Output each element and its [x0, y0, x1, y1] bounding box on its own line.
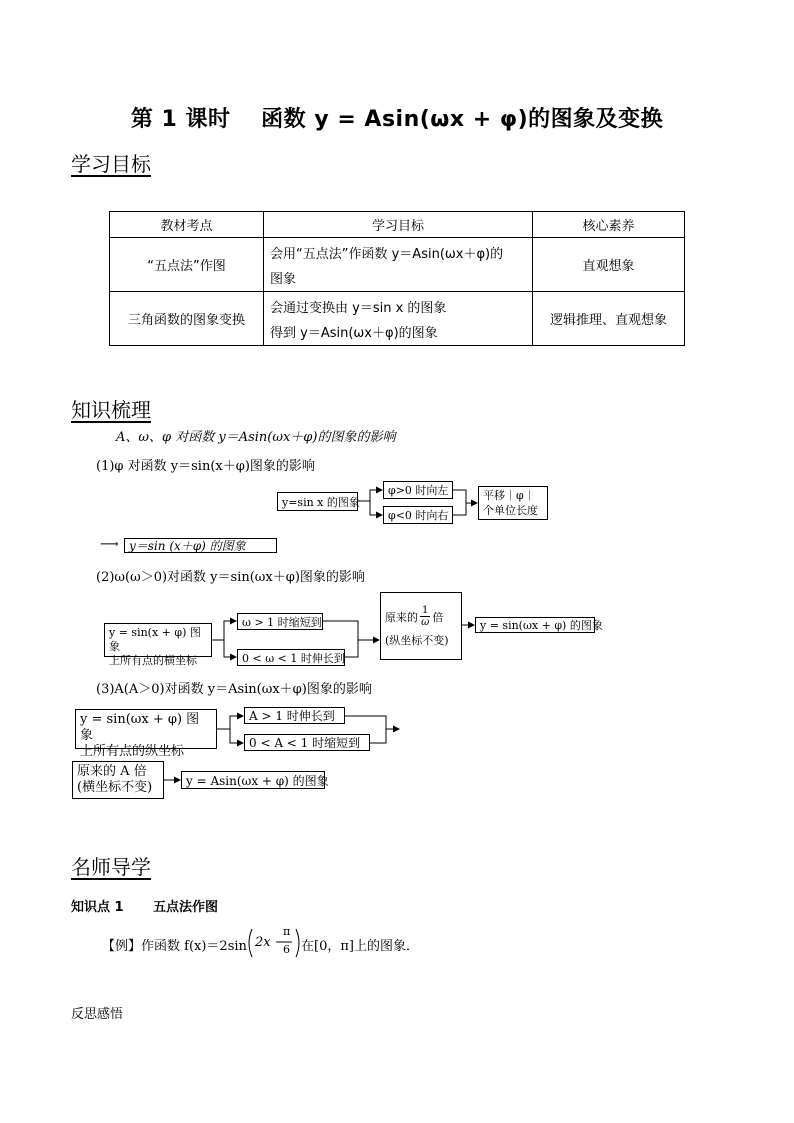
arrow-icon: ⟶ — [100, 537, 119, 552]
flow-arrow — [453, 490, 477, 503]
part1-result-box: y＝sin (x＋φ) 的图象 — [124, 538, 277, 553]
flow-arrow — [370, 501, 382, 515]
part1-shift-box: 平移｜φ｜个单位长度 — [478, 486, 548, 520]
knowledge-point-title: 五点法作图 — [153, 900, 219, 915]
part2-lt-box: 0 < ω < 1 时伸长到 — [237, 649, 345, 666]
goal-line: 图象 — [270, 271, 297, 287]
part3-heading: (3)A(A＞0)对函数 y＝Asin(ωx＋φ)图象的影响 — [96, 682, 372, 697]
fraction-denominator: ω — [421, 617, 430, 628]
fraction-numerator: 1 — [422, 605, 429, 616]
table-header-cell: 学习目标 — [264, 212, 533, 238]
table-cell-topic: 三角函数的图象变换 — [110, 292, 264, 346]
flow-arrow — [358, 490, 382, 501]
table-header-cell: 核心素养 — [533, 212, 685, 238]
scale-note: (横坐标不变) — [77, 780, 153, 795]
part3-lt-box: 0 < A < 1 时缩短到 — [244, 734, 370, 751]
fraction — [420, 605, 430, 628]
scale-text: 倍 — [432, 610, 444, 624]
table-cell-goal — [264, 292, 533, 346]
part3-gt-box: A > 1 时伸长到 — [244, 707, 345, 724]
fraction-denominator: 6 — [283, 943, 290, 956]
goals-table — [109, 211, 685, 346]
table-header-cell: 教材考点 — [110, 212, 264, 238]
part2-start-box — [104, 623, 212, 667]
goal-line: 会用“五点法”作函数 y＝Asin(ωx＋φ)的 — [270, 246, 504, 262]
reflection-label: 反思感悟 — [71, 1007, 124, 1022]
part2-scale-box — [380, 592, 462, 660]
flow-arrow — [224, 640, 236, 657]
part1-start-box: y=sin x 的图象 — [277, 492, 358, 511]
paren-right — [296, 929, 299, 957]
goal-line: 会通过变换由 y＝sin x 的图象 — [270, 300, 447, 316]
part1-heading: (1)φ 对函数 y＝sin(x＋φ)图象的影响 — [96, 459, 315, 474]
part3-start-box — [75, 709, 217, 759]
part3-scale-box — [72, 761, 164, 799]
flow-arrow — [230, 729, 243, 743]
example-prefix: 【例】作函数 f(x)＝2sin — [102, 939, 247, 954]
paren-left — [249, 929, 252, 957]
fraction-numerator: π — [283, 925, 291, 938]
part2-start-line: y = sin(x + φ) 图象 — [109, 626, 201, 653]
table-row — [110, 292, 685, 346]
part1-positive-box: φ>0 时向左 — [383, 481, 453, 499]
part2-result-box: y = sin(ωx + φ) 的图象 — [475, 617, 595, 633]
table-cell-goal — [264, 238, 533, 292]
table-cell-literacy: 直观想象 — [533, 238, 685, 292]
part3-start-line: 上所有点的纵坐标 — [80, 744, 185, 759]
part2-gt-box: ω > 1 时缩短到 — [237, 613, 323, 630]
section-knowledge-heading: 知识梳理 — [71, 398, 151, 422]
knowledge-point-label: 知识点 1 — [71, 900, 124, 915]
page-title: 第 1 课时 函数 y = Asin(ωx + φ)的图象及变换 — [130, 107, 664, 132]
scale-note: (纵坐标不变) — [385, 634, 449, 647]
example-suffix: 在[0，π]上的图象． — [301, 939, 419, 954]
scale-text: 原来的 A 倍 — [77, 764, 147, 779]
part2-start-line: 上所有点的横坐标 — [109, 654, 197, 667]
flow-line — [453, 503, 466, 515]
table-row — [110, 238, 685, 292]
part3-start-line: y = sin(ωx + φ) 图象 — [80, 712, 200, 743]
scale-text: 原来的 — [385, 610, 418, 624]
knowledge-intro: A、ω、φ 对函数 y＝Asin(ωx＋φ)的图象的影响 — [116, 430, 396, 445]
part3-result-box: y = Asin(ωx + φ) 的图象 — [181, 771, 325, 789]
example-inner: 2x − — [255, 935, 286, 950]
part1-negative-box: φ<0 时向右 — [383, 506, 453, 524]
table-cell-literacy: 逻辑推理、直观想象 — [533, 292, 685, 346]
goal-line: 得到 y＝Asin(ωx＋φ)的图象 — [270, 325, 438, 341]
flow-arrow — [212, 621, 236, 640]
table-cell-topic: “五点法”作图 — [110, 238, 264, 292]
part2-heading: (2)ω(ω＞0)对函数 y＝sin(ωx＋φ)图象的影响 — [96, 570, 365, 585]
flow-arrow — [217, 716, 243, 729]
section-teacher-heading: 名师导学 — [71, 855, 151, 879]
table-header-row — [110, 212, 685, 238]
section-goals-heading: 学习目标 — [71, 152, 151, 176]
